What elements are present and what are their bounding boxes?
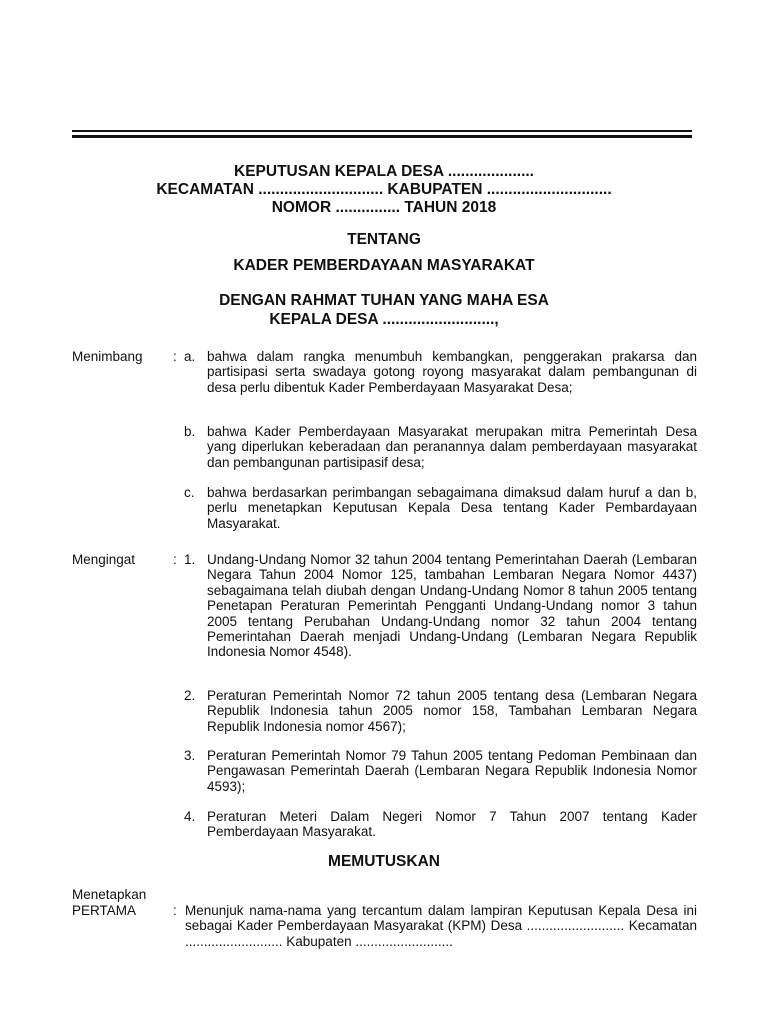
menimbang-item-b-mark: b.: [184, 424, 196, 439]
pertama-colon: :: [173, 903, 177, 918]
title-line-1: KEPUTUSAN KEPALA DESA ....................: [234, 163, 534, 180]
pertama-label: PERTAMA: [72, 903, 137, 918]
title-line-3: NOMOR ............... TAHUN 2018: [271, 199, 497, 216]
mengingat-item-3-text: Peraturan Pemerintah Nomor 79 Tahun 2005 tentang Pedoman Pembinaan dan Pengawasan Pemerintah Daerah (Lembaran Negara Republik Indonesia Nomor 4593);: [207, 748, 697, 794]
mengingat-item-4-text: Peraturan Meteri Dalam Negeri Nomor 7 Tahun 2007 tentang Kader Pemberdayaan Masyarakat.: [207, 809, 697, 840]
menimbang-item-b-text: bahwa Kader Pemberdayaan Masyarakat merupakan mitra Pemerintah Desa yang diperlukan keberadaan dan peranannya dalam pemberdayaan masyarakat dan pembangunan partisipasif desa;: [207, 424, 697, 470]
menimbang-label: Menimbang: [72, 349, 143, 364]
header-rule-thick: [72, 135, 692, 138]
mengingat-item-4-mark: 4.: [184, 809, 196, 824]
menimbang-colon: :: [173, 349, 177, 364]
mengingat-label: Mengingat: [72, 552, 136, 567]
menetapkan-label: Menetapkan: [72, 887, 147, 902]
header-rule-thin: [72, 130, 692, 132]
subject-heading: KADER PEMBERDAYAAN MASYARAKAT: [233, 257, 535, 274]
tentang-heading: TENTANG: [347, 231, 421, 248]
mengingat-item-1-text: Undang-Undang Nomor 32 tahun 2004 tentang Pemerintahan Daerah (Lembaran Negara Tahun 2004 Nomor 125, tambahan Lembaran Negara Nomor 4437) sebagaimana telah diubah dengan Undang-Undang Nomor 8 tahun 2005 tentang Penetapan Peraturan Pemerintah Pengganti Undang-Undang nomor 3 tahun 2005 tentang Perubahan Undang-Undang nomor 32 tahun 2004 tentang Pemerintahan Daerah menjadi Undang-Undang (Lembaran Negara Republik Indonesia Nomor 4548).: [207, 552, 697, 660]
mengingat-item-2-text: Peraturan Pemerintah Nomor 72 tahun 2005 tentang desa (Lembaran Negara Republik Indonesia tahun 2005 nomor 158, Tambahan Lembaran Negara Republik Indonesia nomor 4567);: [207, 688, 697, 734]
kepala-heading: KEPALA DESA ..........................,: [269, 311, 499, 328]
pertama-text: Menunjuk nama-nama yang tercantum dalam lampiran Keputusan Kepala Desa ini sebagai Kader Pemberdayaan Masyarakat (KPM) Desa .......................... Kecamatan .......................... Kabupaten ..........................: [185, 903, 697, 949]
menimbang-item-c-text: bahwa berdasarkan perimbangan sebagaimana dimaksud dalam huruf a dan b, perlu menetapkan Keputusan Kepala Desa tentang Kader Pembardayaan Masyarakat.: [207, 485, 697, 531]
mengingat-colon: :: [173, 552, 177, 567]
rahmat-heading: DENGAN RAHMAT TUHAN YANG MAHA ESA: [219, 292, 549, 309]
title-line-2: KECAMATAN ............................. KABUPATEN .............................: [156, 181, 612, 198]
memutuskan-heading: MEMUTUSKAN: [328, 853, 440, 870]
mengingat-item-1-mark: 1.: [184, 552, 196, 567]
menimbang-item-c-mark: c.: [184, 485, 195, 500]
menimbang-item-a-mark: a.: [184, 349, 196, 364]
mengingat-item-3-mark: 3.: [184, 748, 196, 763]
menimbang-item-a-text: bahwa dalam rangka menumbuh kembangkan, penggerakan prakarsa dan partisipasi serta swadaya gotong royong masyarakat dalam pembangunan di desa perlu dibentuk Kader Pemberdayaan Masyarakat Desa;: [207, 349, 697, 395]
mengingat-item-2-mark: 2.: [184, 688, 196, 703]
